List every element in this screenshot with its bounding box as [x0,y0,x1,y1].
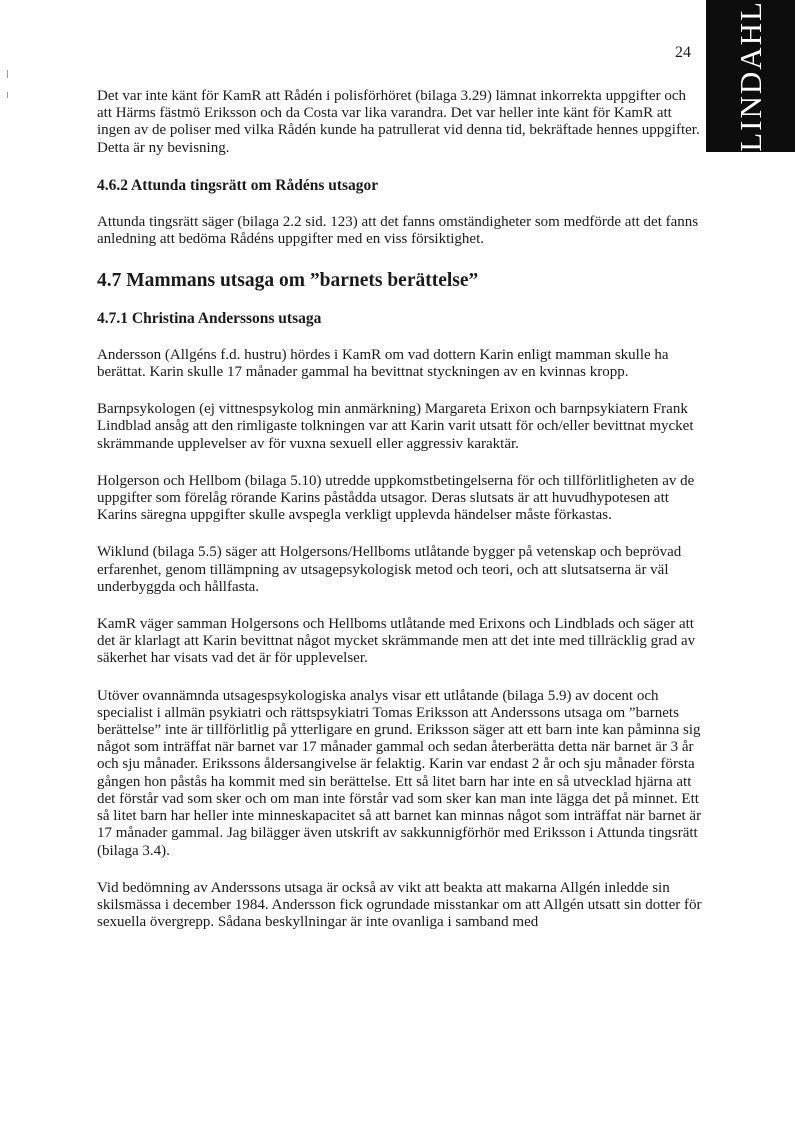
margin-mark [7,92,8,98]
paragraph: Vid bedömning av Anderssons utsaga är också av vikt att beakta att makarna Allgén inledde sin skilsmässa i december 1984. Andersson fick ogrundade misstankar om att Allgén utsatt sin dotter för sexuella övergrepp. Sådana beskyllningar är inte ovanliga i samband med [97,879,702,931]
paragraph: Det var inte känt för KamR att Rådén i polisförhöret (bilaga 3.29) lämnat inkorrekta uppgifter och att Härms fästmö Eriksson och da Costa var lika varandra. Det var heller inte känt för KamR att ingen av de poliser med vilka Rådén kunde ha patrullerat vid denna tid, bekräftade hennes uppgifter. Detta är ny bevisning. [97,88,700,156]
paragraph: Holgerson och Hellbom (bilaga 5.10) utredde uppkomstbetingelserna för och tillförlitligheten av de uppgifter som förelåg rörande Karins påstådda utsagor. Deras slutsats är att huvudhypotesen att Karins säregna uppgifter skulle avspegla verkligt upplevda händelser måste förkastas. [97,472,695,524]
section-heading: 4.6.2 Attunda tingsrätt om Rådéns utsagor [97,176,379,194]
paragraph: Andersson (Allgéns f.d. hustru) hördes i KamR om vad dottern Karin enligt mamman skulle ha berättat. Karin skulle 17 månader gammal ha bevittnat styckningen av en kvinnas kropp. [97,346,669,381]
paragraph: Attunda tingsrätt säger (bilaga 2.2 sid. 123) att det fanns omständigheter som medförde att det fanns anledning att bedöma Rådéns uppgifter med en viss försiktighet. [97,214,699,248]
paragraph: Barnpsykologen (ej vittnespsykolog min anmärkning) Margareta Erixon och barnpsykiatern Frank Lindblad ansåg att den rimligaste tolkningen var att Karin varit utsatt för och/eller bevittnat mycket skrämmande upplevelser av för vuxna sexuell eller aggressiv karaktär. [97,401,694,452]
stamp-text: LINDAHL [732,0,768,152]
margin-mark [7,70,8,78]
page-number: 24 [675,44,691,61]
document-body [97,88,703,951]
paragraph: Wiklund (bilaga 5.5) säger att Holgersons/Hellboms utlåtande bygger på vetenskap och beprövad erfarenhet, genom tillämpning av utsagepsykologisk metod och teori, och att slutsatserna är väl underbyggda och hållfasta. [97,544,682,595]
section-heading: 4.7.1 Christina Anderssons utsaga [97,309,322,327]
section-heading: 4.7 Mammans utsaga om ”barnets berättelse” [97,270,479,292]
paragraph: Utöver ovannämnda utsagespsykologiska analys visar ett utlåtande (bilaga 5.9) av docent och specialist i allmän psykiatri och rättspsykiatri Tomas Eriksson att Anderssons utsaga om ”barnets berättelse” inte är tillförlitlig på ytterligare en grund. Eriksson säger att ett barn inte kan påminna sig något som inträffat när barnet var 17 månader gammal och sedan återberätta detta när barnet är 3 år och sju månader. Erikssons åldersangivelse är felaktig. Karin var endast 2 år och sju månader första gången hon påstås ha kommit med sin berättelse. Ett så litet barn har inte en så utvecklad hjärna att det förstår vad som sker och om man inte förstår vad som sker kan man inte lägga det på minnet. Ett så litet barn har heller inte minneskapacitet så att barnet kan minnas något som inträffat när barnet är 17 månader gammal. Jag bilägger även utskrift av sakkunnigförhör med Eriksson i Attunda tingsrätt (bilaga 3.4). [97,687,702,859]
lindahl-stamp [706,0,795,152]
paragraph: KamR väger samman Holgersons och Hellboms utlåtande med Erixons och Lindblads och säger att det är klarlagt att Karin bevittnat något mycket skrämmande men att det inte med tillräcklig grad av säkerhet har visats vad det är för upplevelser. [97,616,696,667]
